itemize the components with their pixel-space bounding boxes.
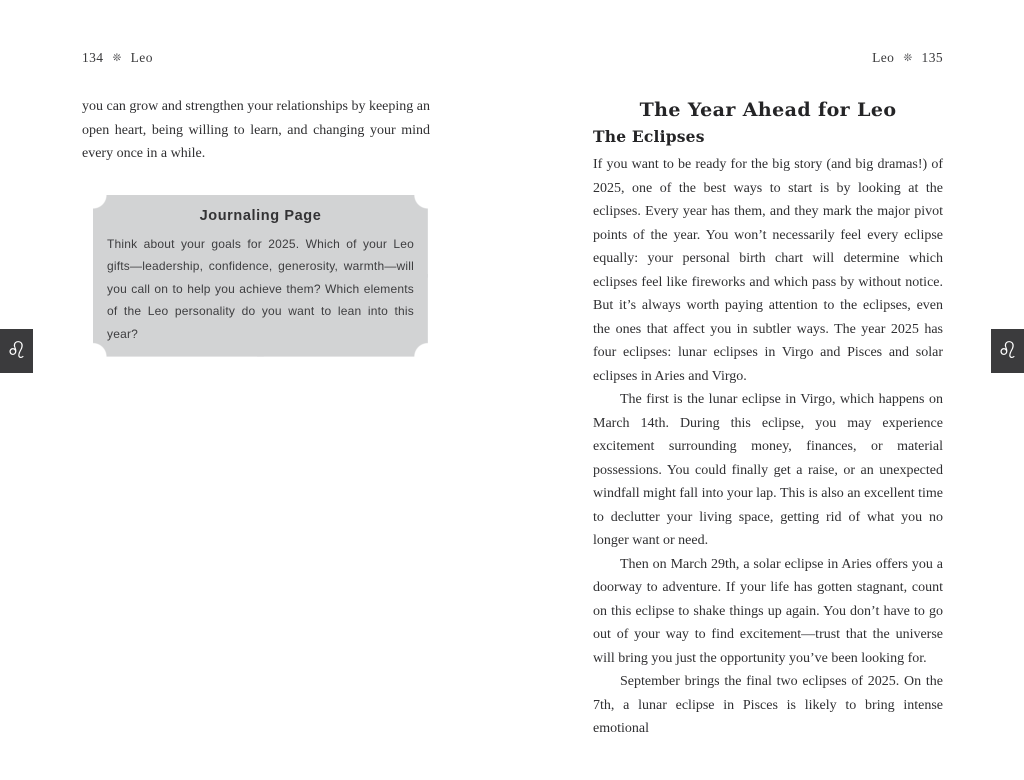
journal-box-body: Think about your goals for 2025. Which of your Leo gifts—leadership, confidence, generosity, warmth—will you call on to help you achieve them? Which elements of the Leo personality do you want to lean into this year? [107, 236, 414, 341]
right-running-header [593, 50, 943, 66]
journal-box-title: Journaling Page [199, 207, 322, 224]
asterisk-ornament-icon: ❊ [112, 52, 122, 64]
right-body-text [593, 153, 943, 741]
journaling-page-box [93, 195, 428, 358]
left-body-text [82, 95, 430, 166]
left-running-header [82, 50, 430, 66]
right-page-number: 135 [921, 50, 943, 65]
section-title: The Year Ahead for Leo [639, 99, 897, 121]
subsection-title: The Eclipses [593, 127, 705, 146]
paragraph: Then on March 29th, a solar eclipse in Aries offers you a doorway to adventure. If your life has gotten stagnant, count on this eclipse to shake things up again. You don’t have to go out of your way to find excitement—trust that the universe will bring you just the opportunity you’ve been looking for. [593, 556, 943, 666]
leo-zodiac-icon: ♌ [6, 337, 27, 364]
leo-edge-tab-right [991, 329, 1024, 373]
paragraph: The first is the lunar eclipse in Virgo, which happens on March 14th. During this eclipse, you may experience excitement surrounding money, finances, or material possessions. You could finally get a raise, or an unexpected windfall might fall into your lap. This is also an excellent time to declutter your living space, getting rid of what you no longer want or need. [593, 392, 943, 548]
paragraph: If you want to be ready for the big story (and big dramas!) of 2025, one of the best ways to start is by looking at the eclipses. Every year has them, and they mark the major pivot points of the year. You won’t necessarily feel every eclipse equally: your personal birth chart will determine which eclipses feel like fireworks and which pass by without notice. But it’s always worth paying attention to the eclipses, even the ones that affect you in subtler ways. The year 2025 has four eclipses: lunar eclipses in Virgo and Pisces and solar eclipses in Aries and Virgo. [593, 157, 943, 384]
leo-edge-tab-left [0, 329, 33, 373]
right-page [593, 50, 943, 741]
left-header-title: Leo [130, 50, 153, 65]
left-page [82, 50, 430, 357]
asterisk-ornament-icon: ❊ [903, 52, 913, 64]
paragraph: you can grow and strengthen your relationships by keeping an open heart, being willing to learn, and changing your mind every once in a while. [82, 99, 430, 161]
paragraph: September brings the final two eclipses of 2025. On the 7th, a lunar eclipse in Pisces is likely to bring intense emotional [593, 674, 943, 736]
left-page-number: 134 [82, 50, 104, 65]
leo-zodiac-icon: ♌ [997, 337, 1018, 364]
right-header-title: Leo [872, 50, 895, 65]
